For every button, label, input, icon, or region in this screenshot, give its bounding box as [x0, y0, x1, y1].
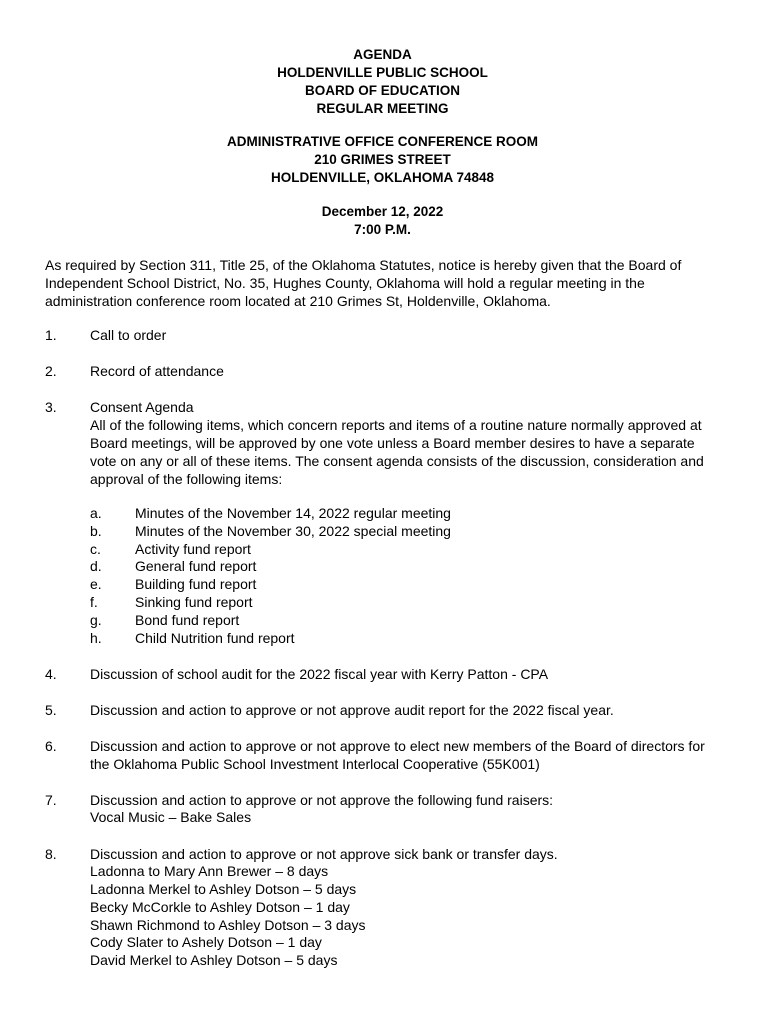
sub-text: Child Nutrition fund report	[135, 629, 295, 646]
sub-letter: h.	[90, 629, 102, 646]
sub-text: Sinking fund report	[135, 593, 253, 610]
agenda-items	[45, 326, 720, 970]
sub-letter: f.	[90, 593, 98, 610]
item-text: Call to order	[90, 327, 167, 343]
transfer-line: Shawn Richmond to Ashley Dotson – 3 days	[90, 916, 366, 933]
location-line: 210 GRIMES STREET	[314, 152, 451, 167]
sub-letter: d.	[90, 558, 102, 575]
agenda-item-4	[45, 665, 720, 683]
agenda-item-5	[45, 701, 720, 719]
sub-item	[90, 594, 720, 612]
transfer-line: Ladonna to Mary Ann Brewer – 8 days	[90, 863, 329, 880]
item-text: Discussion and action to approve or not approve audit report for the 2022 fiscal year.	[90, 702, 614, 719]
sub-text: Bond fund report	[135, 611, 240, 628]
item-title: Consent Agenda	[90, 399, 194, 415]
item-number: 4.	[45, 666, 57, 683]
sub-letter: g.	[90, 611, 102, 628]
title-line: AGENDA	[353, 47, 412, 62]
sub-text: Minutes of the November 14, 2022 regular meeting	[135, 505, 451, 521]
meeting-datetime-block	[45, 203, 720, 239]
fund-raiser-line: Vocal Music – Bake Sales	[90, 809, 252, 826]
item-number: 1.	[45, 327, 57, 343]
sub-text: Activity fund report	[135, 540, 251, 557]
sub-text: General fund report	[135, 558, 257, 575]
agenda-item-1	[45, 326, 720, 344]
consent-sub-list	[90, 505, 720, 647]
location-line: ADMINISTRATIVE OFFICE CONFERENCE ROOM	[226, 134, 538, 149]
transfer-day-lines	[90, 863, 720, 970]
agenda-item-8	[45, 845, 720, 970]
item-text: Discussion and action to approve or not approve sick bank or transfer days.	[90, 846, 558, 863]
notice-paragraph: As required by Section 311, Title 25, of the Oklahoma Statutes, notice is hereby given that the Board of Independent School District, No. 35, Hughes County, Oklahoma will hold a regular meeting in the administration conference room located at 210 Grimes St, Holdenville, Oklahoma.	[45, 257, 682, 309]
sub-text: Building fund report	[135, 576, 257, 593]
item-number: 5.	[45, 702, 57, 719]
sub-text: Minutes of the November 30, 2022 special meeting	[135, 522, 451, 539]
transfer-line: David Merkel to Ashley Dotson – 5 days	[90, 952, 338, 969]
agenda-title-block	[45, 46, 720, 118]
sub-item	[90, 576, 720, 594]
sub-item	[90, 505, 720, 523]
agenda-item-7	[45, 791, 720, 827]
sub-letter: b.	[90, 522, 102, 539]
title-line: REGULAR MEETING	[316, 101, 449, 116]
item-number: 7.	[45, 792, 57, 809]
item-number: 3.	[45, 399, 57, 415]
meeting-location-block	[45, 133, 720, 187]
item-text: Discussion and action to approve or not approve the following fund raisers:	[90, 792, 554, 809]
fund-raiser-lines	[90, 809, 720, 827]
sub-item	[90, 523, 720, 541]
agenda-item-3	[45, 398, 720, 647]
meeting-time: 7:00 P.M.	[354, 222, 411, 237]
sub-item	[90, 630, 720, 648]
sub-letter: e.	[90, 576, 102, 593]
item-text: All of the following items, which concern reports and items of a routine nature normally approved at Board meetings, will be approved by one vote unless a Board member desires to have a separate vote on any or all of these items. The consent agenda consists of the discussion, consideration and approval of the following items:	[90, 417, 704, 487]
sub-letter: a.	[90, 505, 102, 521]
sub-item	[90, 612, 720, 630]
sub-item	[90, 541, 720, 559]
meeting-date: December 12, 2022	[321, 204, 444, 219]
item-number: 2.	[45, 363, 57, 379]
agenda-item-6	[45, 737, 720, 773]
title-line: HOLDENVILLE PUBLIC SCHOOL	[277, 65, 488, 80]
transfer-line: Cody Slater to Ashely Dotson – 1 day	[90, 934, 322, 951]
item-text: Record of attendance	[90, 363, 224, 379]
item-number: 8.	[45, 846, 57, 863]
location-line: HOLDENVILLE, OKLAHOMA 74848	[270, 170, 495, 185]
item-number: 6.	[45, 738, 57, 755]
sub-letter: c.	[90, 540, 101, 557]
title-line: BOARD OF EDUCATION	[305, 83, 460, 98]
sub-item	[90, 558, 720, 576]
agenda-item-2	[45, 362, 720, 380]
transfer-line: Becky McCorkle to Ashley Dotson – 1 day	[90, 898, 350, 915]
item-text: Discussion and action to approve or not approve to elect new members of the Board of directors for the Oklahoma Public School Investment Interlocal Cooperative (55K001)	[90, 738, 705, 773]
item-text: Discussion of school audit for the 2022 fiscal year with Kerry Patton - CPA	[90, 666, 549, 683]
transfer-line: Ladonna Merkel to Ashley Dotson – 5 days	[90, 880, 357, 897]
